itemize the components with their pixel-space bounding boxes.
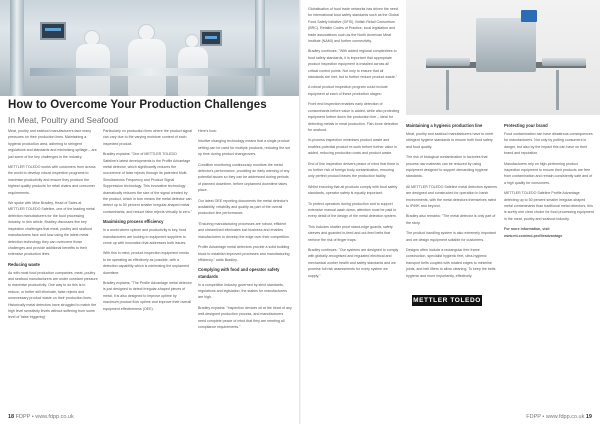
footer-left [8,414,74,420]
column-4 [308,6,400,283]
column-3 [198,128,292,334]
paragraph: Our latest OEE reporting documents the metal detector's availability, reliability and quality as part of the overall production line performance. [198,198,289,216]
paragraph: The product handling system is also extremely important and we design equipment suitable for customers. [406,231,496,242]
paragraph: Manufacturers rely on high-performing product inspection equipment to ensure their products are free from contamination and remain consistently safe and of a high quality for consumers. [504,161,593,185]
paragraph: The risk of biological contamination in factories that process raw materials can be reduced by using equipment designed to support demanding hygiene standards. [406,155,488,179]
paragraph: Whilst ensuring that all products comply with food safety standards, operator safety is equally important. [308,184,398,196]
paragraph: End of line inspection delivers peace of mind that there is no further risk of foreign body contamination, ensuring only perfect product leaves the production facility. [308,161,399,179]
paragraph: This includes shatter proof stand-edge guards, safety sleeves and guarded in-feed and out-feed belts that remove the risk of finger traps. [308,224,393,242]
paragraph: Bradley explains: "Inspection devices sit at the heart of any well-designed production process, and manufacturers need complete peace of mind that they are meeting all compliance requirements." [198,305,292,330]
footer-url[interactable]: • www.fdpp.co.uk [31,414,74,420]
paragraph: Bradley explains: "One of METTLER TOLEDO Safeline's latest developments is the Profile Advantage metal detector, which significantly reduces the occurrence of false rejects through its patented Multi-Simultaneous Frequency and Product Signal Suppression technology. This innovative technology dramatically reduces the size of the signal created by the product, which in turn means the metal detector can detect up to 50 percent smaller irregular-shaped metal contaminants, and reduce false rejects virtually to zero." [103,152,192,214]
paragraph: Bradley explains: "The Profile Advantage metal detector is just designed to detect irregular-shaped pieces of metal, it is also designed to improve uptime by maximum product flow uptime and improve their overall equipment effectiveness (OEE). [103,281,192,311]
footer-url[interactable]: • www.fdpp.co.uk [542,414,585,420]
section-heading: Reducing waste [8,261,40,267]
paragraph: In-process inspection minimises product waste and enables potential product re-work before further value is added, reducing production costs and product waste. [308,138,397,156]
paragraph: Designs often include a rectangular free frame construction, specialist hygienic feet, ultra-hygienic transport belts coupled with rotated edges to minimise joints, and belt lifters to allow cleaning. To keep the belts hygienic and more importantly, effectively. [406,248,496,278]
paragraph: All METTLER TOLEDO Safeline metal detection systems are designed and constructed for operation in harsh environments, with the metal detectors themselves rated to IP69K and beyond. [406,184,497,208]
paragraph: As with most food production companies, meat, poultry and seafood manufacturers are under constant pressure to maximise productivity. One way to do this is to reduce, or better still eliminate, false rejects and unnecessary product waste on their production lines. Historically metal detectors have struggled to match the high level sensitivity levels without suffering from some level of 'false triggering' [8,270,98,320]
paragraph: Meat, poultry and seafood manufacturers have to meet stringent hygiene standards to ensure both food safety and food quality. [406,131,494,149]
paragraph: Condition monitoring continuously monitors the metal detector's performance, providing an early warning of any potential issues so they can be addressed during periods of planned downtime, before unplanned downtime takes place. [198,162,290,193]
paragraph: Meat, poultry and seafood manufacturers face many pressures on their production lines. Maintaining a hygienic production area, adhering to stringent regulations and standards and minimising spillage – are just some of the key challenges in the industry. [8,129,97,159]
paragraph: METTLER TOLEDO Safeline Profile Advantage detecting up to 50 percent smaller irregular-shaped metal contaminants than traditional metal detectors, this is surely one clear choice for food processing equipment in the meat, poultry and seafood industry. [504,191,594,221]
column-2 [103,128,193,316]
section-heading: Maximising process efficiency [103,219,164,225]
page-number: 18 [8,414,15,420]
paragraph: In a world where uptime and productivity is key, food manufacturers are looking to equipment suppliers to come up with innovation that addresses both issues. [103,228,187,245]
mettler-toledo-logo: METTLER TOLEDO [413,297,481,304]
more-info-link[interactable]: www.mt.com/md-profileadvantage [504,233,563,238]
paragraph: Bradley continues: "With added regional complexities to food safety standards, it is important that appropriate product inspection equipment is installed across all critical control points. Not only to ensure that all standards are met, but to further reduce product waste." [308,49,397,80]
column-1 [8,128,98,325]
paragraph: We spoke with Mike Bradley, Head of Sales at METTLER TOLEDO Safeline, one of the leading metal detection manufacturers for the food processing industry. In this article, Bradley discusses five key inspection challenges that meat, poultry and seafood manufacturers face and how using the latest metal detection technology they can overcome those challenges and provide additional benefits to their extensive production lines. [8,201,95,257]
paragraph: To protect operators during production and to support extensive manual wash down, attention must be paid to every detail of the design of the metal detection system. [308,201,397,219]
column-6 [504,122,594,243]
paragraph: Particularly on production lines where the product signal can vary due to the varying moisture content of each inspected product. [103,129,193,146]
paragraph: A robust product inspection program could include equipment at each of these production stages: [308,85,388,96]
paragraph: Here's how: [198,129,217,133]
paragraph: Bradley continues: "Our systems are designed to comply with globally-recognised and regulated electrical and mechanical worker health and safety standards and we promise full risk assessments for every system we supply." [308,248,399,278]
column-5 [406,122,498,283]
paragraph: "Ensuring manufacturing processes are robust, efficient and streamlined eliminates lost business and enables manufacturers to develop the edge over their competition. [198,221,290,239]
paragraph: Food contamination can have disastrous consequences for manufacturers. Not only by putting consumers in danger, but also by the impact this can have on their brand and reputation. [504,131,593,156]
section-heading: Protecting your brand [504,123,548,128]
paragraph: In a competitive industry governed by strict standards, regulations and legislation, the stakes for manufacturers are high. [198,282,288,300]
paragraph: With this in mind, product inspection equipment needs to be operating as effectively as possible, with a detection capability which is minimising the unplanned downtime. [103,251,190,275]
footer-brand: FDPP [526,414,541,420]
paragraph: METTLER TOLEDO works with customers from across the world to develop robust inspection programs to maximise productivity and ensure they produce the highest quality products for retail chains and consumer requirements. [8,165,96,195]
article-headline: How to Overcome Your Production Challenges [8,99,267,111]
page-number: 19 [585,414,592,420]
section-heading: Complying with food and operator safety standards [198,267,280,279]
paragraph: Bradley also remarks: "The metal detector is only part of the story. [406,214,496,225]
paragraph: Profile Advantage metal detectors provide a solid building block to establish improved processes and manufacturing efficiency," adds Bradley. [198,245,290,262]
paragraph: Front end inspection enables early detection of contaminants before value is added, while also protecting equipment further down the production line – ideal for detecting metals in meat production. Fish-bone detection for seafood. [308,102,400,132]
footer-right [526,414,592,420]
paragraph: Globalisation of food trade networks has driven the need for international food safety standards such as the Global Food Safety Initiative (GFSI), British Retail Consortium (BRC), Retailer Codes of Practice, local legislation and trade associations such as the North American Meat Institute (NAMI) and further connectivity. [308,7,399,44]
metal-detector-photo [406,0,600,115]
right-page [300,0,600,424]
factory-workers-photo [0,0,300,96]
article-subhead: In Meat, Poultry and Seafood [8,115,119,125]
more-info-label: For more information, visit [504,227,550,232]
paragraph: Intuitive changing technology means that a single product setting can be used for multiple products, reducing the set up time during product changeovers. [198,139,291,157]
section-heading: Maintaining a hygienic production line [406,123,483,128]
footer-brand: FDPP [15,414,31,420]
